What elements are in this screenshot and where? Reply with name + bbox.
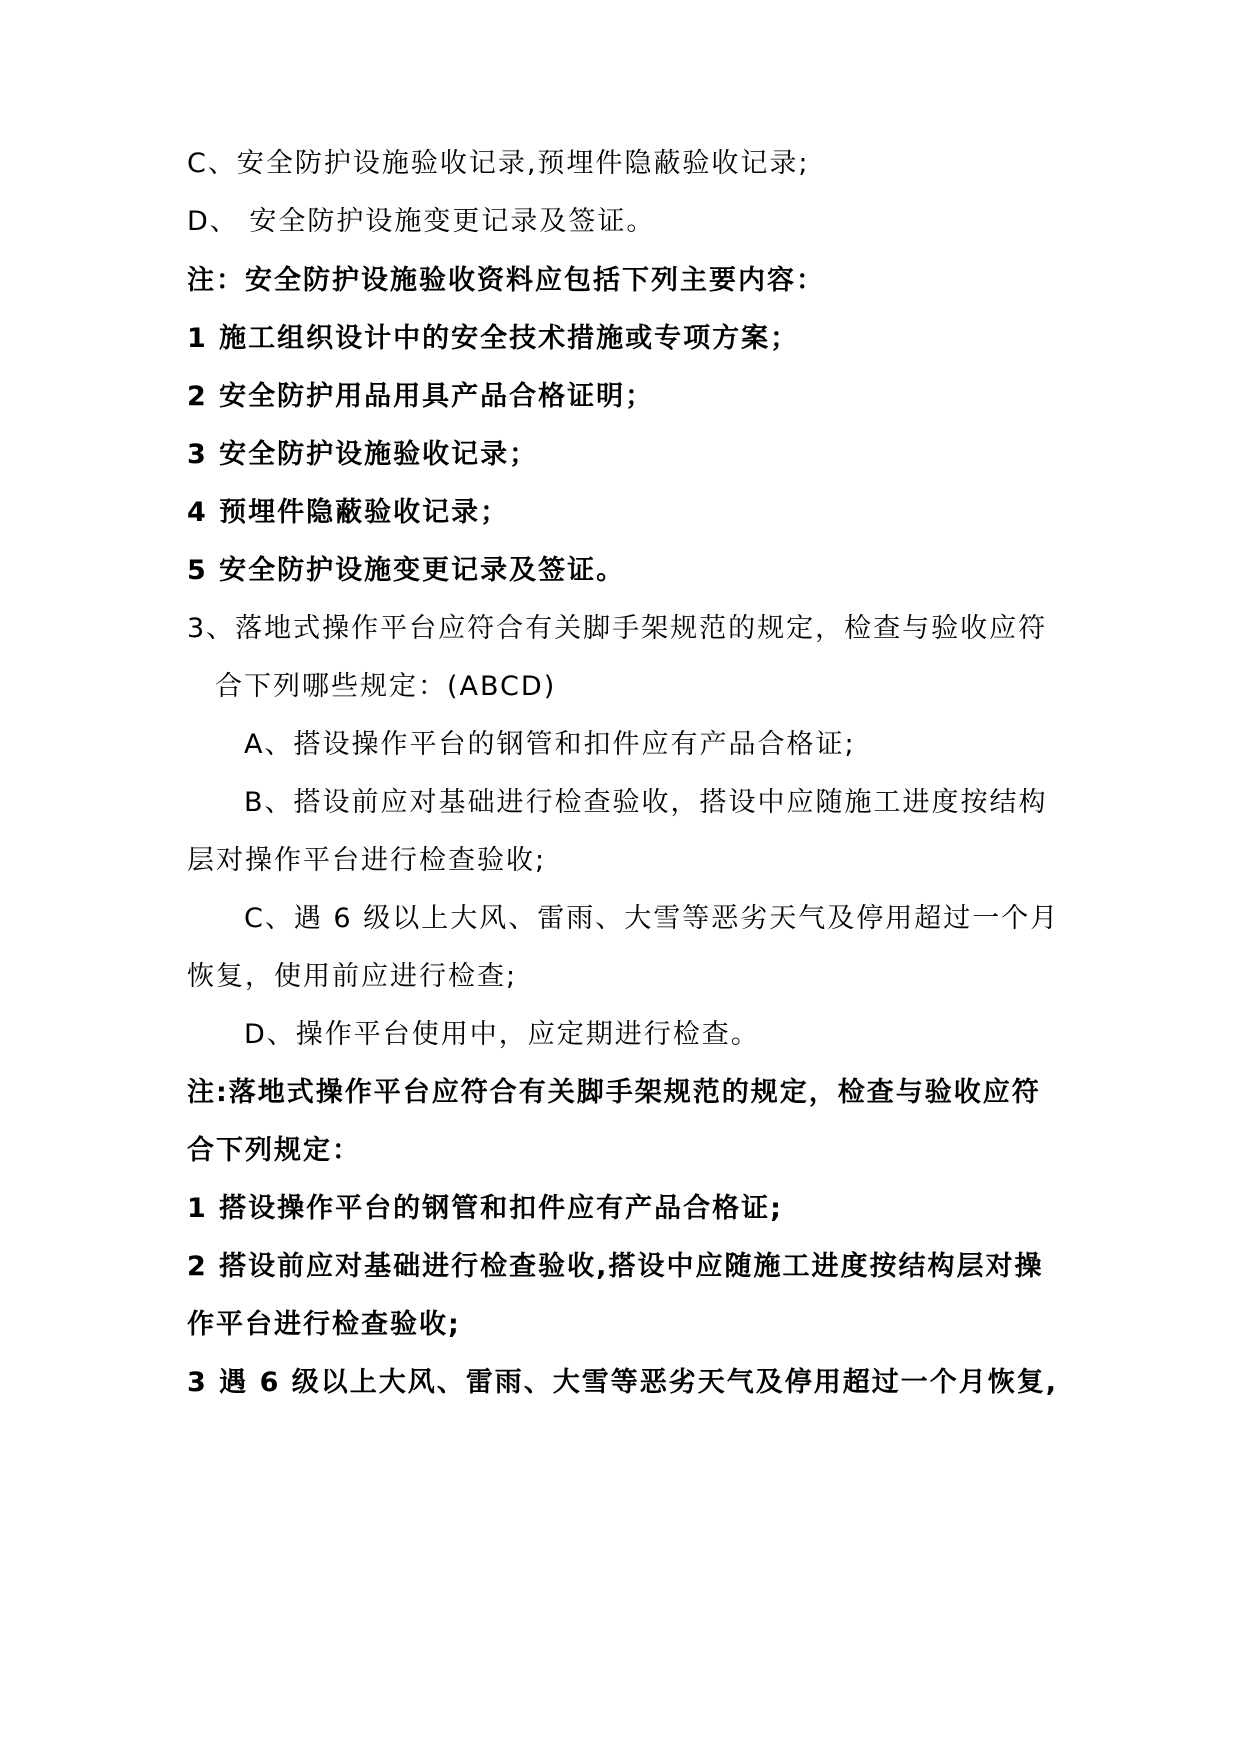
note-item-4: 4 预埋件隐蔽验收记录； <box>187 497 510 528</box>
note-item-5: 5 安全防护设施变更记录及签证。 <box>187 555 626 586</box>
note2-item-2-line-2: 作平台进行检查验收; <box>187 1309 461 1340</box>
text-line-option-d: D、 安全防护设施变更记录及签证。 <box>187 206 656 237</box>
answer-b-line-2: 层对操作平台进行检查验收; <box>187 845 547 876</box>
note-item-3: 3 安全防护设施验收记录； <box>187 439 539 470</box>
answer-b-line-1: B、搭设前应对基础进行检查验收，搭设中应随施工进度按结构 <box>244 787 1048 818</box>
note-heading-2-line-1: 注:落地式操作平台应符合有关脚手架规范的规定，检查与验收应符 <box>187 1077 1041 1108</box>
answer-c-line-1: C、遇 6 级以上大风、雷雨、大雪等恶劣天气及停用超过一个月 <box>244 903 1060 934</box>
answer-a: A、搭设操作平台的钢管和扣件应有产品合格证; <box>244 729 856 760</box>
note-heading-1: 注：安全防护设施验收资料应包括下列主要内容： <box>187 265 825 296</box>
question-3-line-1: 3、落地式操作平台应符合有关脚手架规范的规定，检查与验收应符 <box>187 613 1048 644</box>
text-line-option-c: C、安全防护设施验收记录,预埋件隐蔽验收记录; <box>187 148 810 179</box>
note2-item-3: 3 遇 6 级以上大风、雷雨、大雪等恶劣天气及停用超过一个月恢复, <box>187 1367 1059 1398</box>
note2-item-1: 1 搭设操作平台的钢管和扣件应有产品合格证; <box>187 1193 783 1224</box>
question-3-line-2: 合下列哪些规定：(ABCD) <box>215 671 557 702</box>
note-heading-2-line-2: 合下列规定： <box>187 1135 361 1166</box>
answer-c-line-2: 恢复，使用前应进行检查; <box>187 961 518 992</box>
note2-item-2-line-1: 2 搭设前应对基础进行检查验收,搭设中应随施工进度按结构层对操 <box>187 1251 1044 1282</box>
answer-d: D、操作平台使用中，应定期进行检查。 <box>244 1019 760 1050</box>
note-item-1: 1 施工组织设计中的安全技术措施或专项方案； <box>187 323 800 354</box>
note-item-2: 2 安全防护用品用具产品合格证明； <box>187 381 655 412</box>
